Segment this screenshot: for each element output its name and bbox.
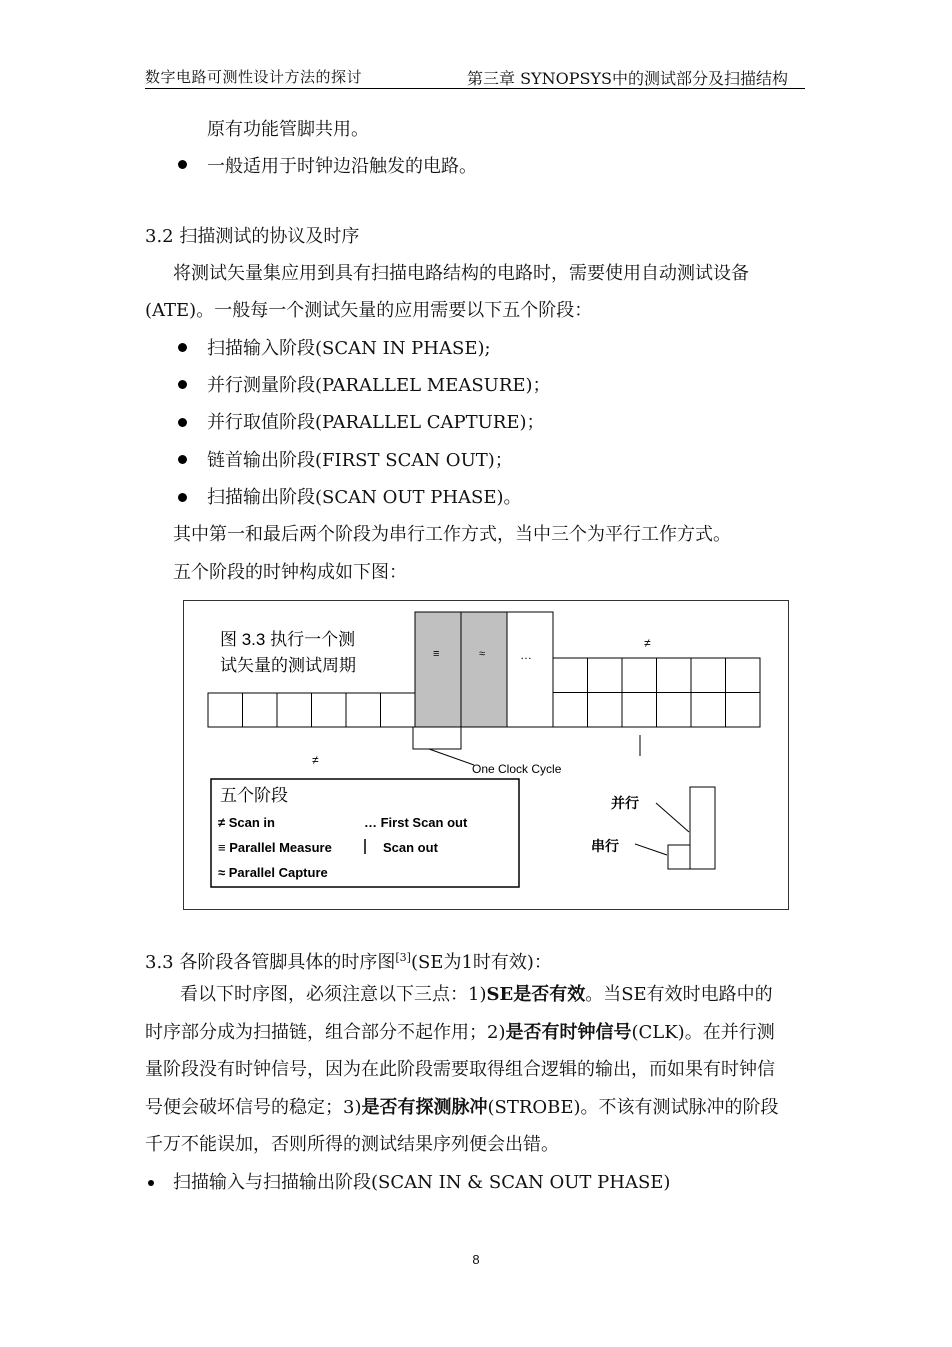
phase-item-3: 并行取值阶段(PARALLEL CAPTURE)；	[207, 412, 545, 433]
emphasis-clock-signal: 是否有时钟信号	[505, 1022, 632, 1043]
phase-item-4: 链首输出阶段(FIRST SCAN OUT)；	[207, 450, 513, 471]
bullet-dot	[178, 380, 187, 389]
bullet-scan-in-out: 扫描输入与扫描输出阶段(SCAN IN & SCAN OUT PHASE)	[173, 1172, 671, 1193]
scan-in-cells	[208, 693, 415, 727]
serial-pointer	[635, 844, 667, 855]
header-left: 数字电路可测性设计方法的探讨	[145, 68, 363, 86]
measure-symbol: ≡	[433, 648, 440, 660]
timing-cycle-diagram	[184, 601, 788, 909]
legend-title: 五个阶段	[220, 786, 288, 805]
para-line-3: 量阶段没有时钟信号，因为在此阶段需要取得组合逻辑的输出，而如果有时钟信	[145, 1059, 775, 1080]
bullet-dot	[178, 160, 187, 169]
para-line-4-a: 号便会破坏信号的稳定；3)	[145, 1097, 362, 1118]
page-number: 8	[472, 1252, 480, 1267]
legend-parallel-measure: ≡ Parallel Measure	[218, 840, 332, 855]
para-line-2-c: (CLK)。在并行测	[631, 1022, 775, 1043]
clock-cycle-pointer	[429, 749, 474, 765]
intro-line-1: 将测试矢量集应用到具有扫描电路结构的电路时，需要使用自动测试设备	[173, 263, 749, 284]
bullet-dot	[148, 1180, 154, 1186]
phase-item-1: 扫描输入阶段(SCAN IN PHASE);	[207, 338, 491, 359]
bullet-dot	[178, 343, 187, 352]
emphasis-se-valid: SE是否有效	[486, 984, 586, 1005]
header-rule	[145, 88, 805, 89]
figure-3-3	[183, 600, 789, 910]
figure-caption-line-2: 试矢量的测试周期	[220, 656, 356, 675]
header-right-text: 第三章 SYNOPSYS中的测试部分及扫描结构	[467, 69, 788, 88]
para-line-2-a: 时序部分成为扫描链，组合部分不起作用；2)	[145, 1022, 506, 1043]
para-line-1	[180, 983, 773, 1007]
section-3-3-text-b: (SE为1时有效)：	[410, 952, 552, 973]
note-line-1: 其中第一和最后两个阶段为串行工作方式，当中三个为平行工作方式。	[173, 524, 731, 545]
clock-cycle-label: One Clock Cycle	[472, 762, 562, 776]
bullet-dot	[178, 455, 187, 464]
para-line-1-a: 看以下时序图，必须注意以下三点：1)	[180, 984, 487, 1005]
label-serial: 串行	[591, 838, 619, 854]
emphasis-strobe: 是否有探测脉冲	[361, 1097, 488, 1118]
scan-out-cells	[553, 658, 760, 727]
para-line-2	[145, 1021, 775, 1045]
section-3-2-heading: 3.2 扫描测试的协议及时序	[145, 226, 360, 247]
para-line-1-c: 。当SE有效时电路中的	[585, 984, 773, 1005]
label-parallel: 并行	[611, 795, 639, 811]
first-scan-out-cell	[507, 612, 553, 727]
note-line-2: 五个阶段的时钟构成如下图：	[173, 562, 407, 583]
first-scan-out-symbol: …	[520, 648, 532, 662]
para-line-4-c: (STROBE)。不该有测试脉冲的阶段	[487, 1097, 779, 1118]
bullet-dot	[178, 493, 187, 502]
phase-item-2: 并行测量阶段(PARALLEL MEASURE)；	[207, 375, 551, 396]
citation-ref: [3]	[395, 951, 411, 964]
legend-scan-in: ≠ Scan in	[218, 815, 275, 830]
scan-out-symbol: ≠	[644, 636, 651, 650]
bullet-dot	[178, 418, 187, 427]
parallel-pointer	[656, 803, 689, 832]
parallel-bar	[690, 787, 715, 869]
legend-first-scan-out: … First Scan out	[364, 815, 468, 830]
header-right	[467, 66, 788, 89]
para-line-4	[145, 1096, 779, 1120]
legend-parallel-capture: ≈ Parallel Capture	[218, 865, 328, 880]
serial-bar	[668, 845, 690, 869]
intro-line-2: (ATE)。一般每一个测试矢量的应用需要以下五个阶段：	[145, 300, 593, 321]
scan-in-symbol: ≠	[312, 753, 319, 767]
continuation-line: 原有功能管脚共用。	[207, 119, 369, 140]
para-line-5: 千万不能误加，否则所得的测试结果序列便会出错。	[145, 1134, 559, 1155]
capture-symbol: ≈	[479, 648, 486, 660]
bullet-edge-triggered: 一般适用于时钟边沿触发的电路。	[207, 156, 477, 177]
legend-scan-out: Scan out	[383, 840, 438, 855]
section-3-3-heading	[145, 946, 552, 975]
parallel-measure-cell	[415, 612, 461, 727]
section-3-3-text-a: 3.3 各阶段各管脚具体的时序图	[145, 952, 396, 973]
figure-caption-line-1: 图 3.3 执行一个测	[220, 630, 356, 649]
clock-cycle-box	[413, 727, 461, 749]
phase-item-5: 扫描输出阶段(SCAN OUT PHASE)。	[207, 487, 522, 508]
parallel-capture-cell	[461, 612, 507, 727]
